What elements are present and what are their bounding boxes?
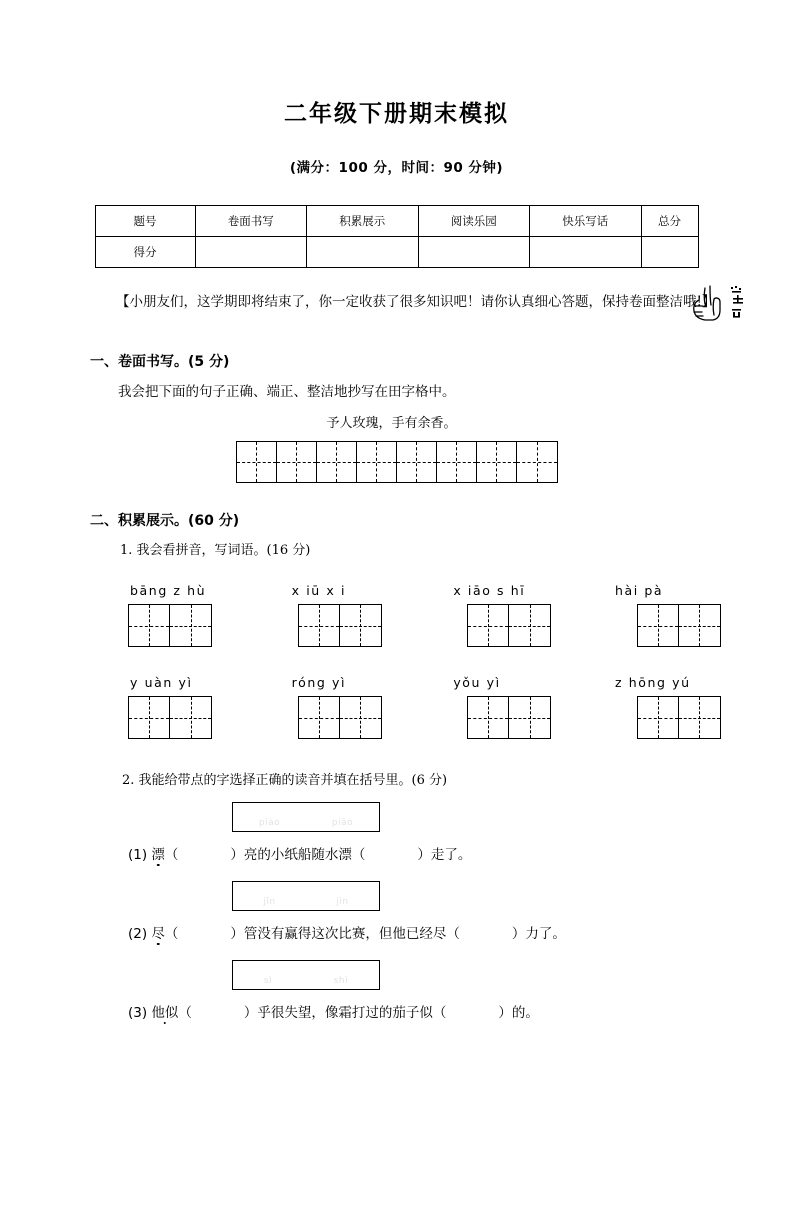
tianzige-cell[interactable] bbox=[468, 605, 509, 646]
tianzige-cell[interactable] bbox=[277, 442, 317, 482]
question-line: (2) 尽（ ）管没有赢得这次比赛，但他已经尽（ ）力了。 bbox=[128, 926, 566, 942]
score-cell-2[interactable] bbox=[307, 237, 419, 268]
pinyin-item: y uàn yì bbox=[130, 675, 193, 690]
section-1-instruction: 我会把下面的句子正确、端正、整洁地抄写在田字格中。 bbox=[118, 384, 456, 400]
tianzige-cell[interactable] bbox=[477, 442, 517, 482]
notice-text: 【小朋友们，这学期即将结束了，你一定收获了很多知识吧！请你认真细心答题，保持卷面整洁哦!】 bbox=[116, 294, 716, 310]
pinyin-choice-options bbox=[233, 976, 379, 986]
pinyin-item: z hōng yú bbox=[614, 675, 691, 690]
tianzige-cell[interactable] bbox=[357, 442, 397, 482]
pinyin-row-1 bbox=[130, 583, 725, 598]
question-2-label: 2. 我能给带点的字选择正确的读音并填在括号里。(6 分) bbox=[122, 773, 448, 788]
pinyin-choice-box[interactable] bbox=[232, 802, 380, 832]
score-cell-4[interactable] bbox=[530, 237, 642, 268]
tianzige-cell[interactable] bbox=[638, 697, 679, 738]
header-cell-4: 快乐写话 bbox=[530, 206, 642, 237]
question-line: (3) 他似（ ）乎很失望，像霜打过的茄子似（ ）的。 bbox=[128, 1005, 539, 1021]
header-cell-2: 积累展示 bbox=[307, 206, 419, 237]
dotted-char: 漂 bbox=[151, 847, 165, 863]
pinyin-option[interactable]: shì bbox=[333, 976, 349, 986]
question-line: (1) 漂（ ）亮的小纸船随水漂（ ）走了。 bbox=[128, 847, 472, 863]
word-box-row-1 bbox=[128, 604, 721, 647]
question-number: (1) bbox=[128, 847, 148, 863]
word-answer-box[interactable] bbox=[298, 696, 382, 739]
word-answer-box[interactable] bbox=[128, 604, 212, 647]
tianzige-cell[interactable] bbox=[317, 442, 357, 482]
question-middle: 管没有赢得这次比赛，但他已经尽 bbox=[243, 926, 447, 942]
tianzige-cell[interactable] bbox=[517, 442, 557, 482]
score-row-label: 得分 bbox=[95, 237, 195, 268]
header-cell-3: 阅读乐园 bbox=[418, 206, 530, 237]
pointing-hand-icon bbox=[689, 282, 751, 328]
page-subtitle: (满分：100 分，时间：90 分钟) bbox=[289, 160, 504, 176]
pinyin-item: x iāo s hī bbox=[453, 583, 526, 598]
section-1-heading: 一、卷面书写。(5 分) bbox=[90, 354, 230, 370]
tianzige-cell[interactable] bbox=[397, 442, 437, 482]
pinyin-item: x iū x i bbox=[291, 583, 347, 598]
section-2-heading: 二、积累展示。(60 分) bbox=[90, 513, 240, 529]
question-number: (2) bbox=[128, 926, 148, 942]
score-table bbox=[95, 205, 699, 268]
word-answer-box[interactable] bbox=[467, 696, 551, 739]
table-row-headers bbox=[95, 206, 698, 237]
question-number: (3) bbox=[128, 1005, 148, 1021]
word-answer-box[interactable] bbox=[637, 604, 721, 647]
header-cell-5: 总分 bbox=[641, 206, 698, 237]
dotted-char: 尽 bbox=[151, 926, 165, 942]
tianzige-cell[interactable] bbox=[340, 697, 381, 738]
tianzige-cell[interactable] bbox=[170, 697, 211, 738]
pinyin-option[interactable]: jìn bbox=[336, 897, 349, 907]
tianzige-cell[interactable] bbox=[299, 605, 340, 646]
score-cell-5[interactable] bbox=[641, 237, 698, 268]
tianzige-cell[interactable] bbox=[340, 605, 381, 646]
pinyin-option[interactable]: piào bbox=[258, 818, 281, 828]
question-suffix: 的。 bbox=[511, 1005, 539, 1021]
tianzige-cell[interactable] bbox=[679, 697, 720, 738]
question-suffix: 走了。 bbox=[430, 847, 472, 863]
score-cell-1[interactable] bbox=[195, 237, 307, 268]
tianzige-cell[interactable] bbox=[437, 442, 477, 482]
score-cell-3[interactable] bbox=[418, 237, 530, 268]
tianzige-cell[interactable] bbox=[299, 697, 340, 738]
page-title: 二年级下册期末模拟 bbox=[284, 101, 509, 127]
pinyin-item: yǒu yì bbox=[453, 675, 501, 690]
dotted-char: 他似 bbox=[151, 1005, 179, 1021]
tianzige-cell[interactable] bbox=[509, 605, 550, 646]
pinyin-option[interactable]: jǐn bbox=[263, 897, 276, 907]
header-cell-0: 题号 bbox=[95, 206, 195, 237]
tianzige-cell[interactable] bbox=[129, 605, 170, 646]
copy-grid-row bbox=[0, 441, 793, 483]
question-1-label: 1. 我会看拼音，写词语。(16 分) bbox=[120, 543, 311, 558]
pinyin-item: hài pà bbox=[614, 583, 664, 598]
score-table-wrapper bbox=[0, 205, 793, 268]
question-suffix: 力了。 bbox=[525, 926, 566, 942]
word-answer-box[interactable] bbox=[128, 696, 212, 739]
tianzige-copy-grid[interactable] bbox=[236, 441, 558, 483]
header-cell-1: 卷面书写 bbox=[195, 206, 307, 237]
pinyin-row-2 bbox=[130, 675, 725, 690]
tianzige-cell[interactable] bbox=[679, 605, 720, 646]
exam-page bbox=[0, 95, 793, 1217]
pinyin-item: róng yì bbox=[291, 675, 347, 690]
tianzige-cell[interactable] bbox=[170, 605, 211, 646]
pinyin-item: bāng z hù bbox=[130, 583, 207, 598]
word-answer-box[interactable] bbox=[637, 696, 721, 739]
word-answer-box[interactable] bbox=[467, 604, 551, 647]
word-answer-box[interactable] bbox=[298, 604, 382, 647]
pinyin-option[interactable]: sì bbox=[263, 976, 273, 986]
pinyin-choice-options bbox=[233, 897, 379, 907]
table-row-scores bbox=[95, 237, 698, 268]
word-box-row-2 bbox=[128, 696, 721, 739]
section-1-sentence: 予人玫瑰，手有余香。 bbox=[326, 416, 457, 431]
question-middle: 乎很失望，像霜打过的茄子似 bbox=[257, 1005, 433, 1021]
pinyin-choice-box[interactable] bbox=[232, 881, 380, 911]
tianzige-cell[interactable] bbox=[638, 605, 679, 646]
pinyin-choice-options bbox=[233, 818, 379, 828]
tianzige-cell[interactable] bbox=[237, 442, 277, 482]
tianzige-cell[interactable] bbox=[509, 697, 550, 738]
notice-paragraph bbox=[88, 290, 733, 315]
tianzige-cell[interactable] bbox=[468, 697, 509, 738]
pinyin-option[interactable]: piāo bbox=[331, 818, 354, 828]
question-middle: 亮的小纸船随水漂 bbox=[243, 847, 352, 863]
pinyin-choice-box[interactable] bbox=[232, 960, 380, 990]
tianzige-cell[interactable] bbox=[129, 697, 170, 738]
